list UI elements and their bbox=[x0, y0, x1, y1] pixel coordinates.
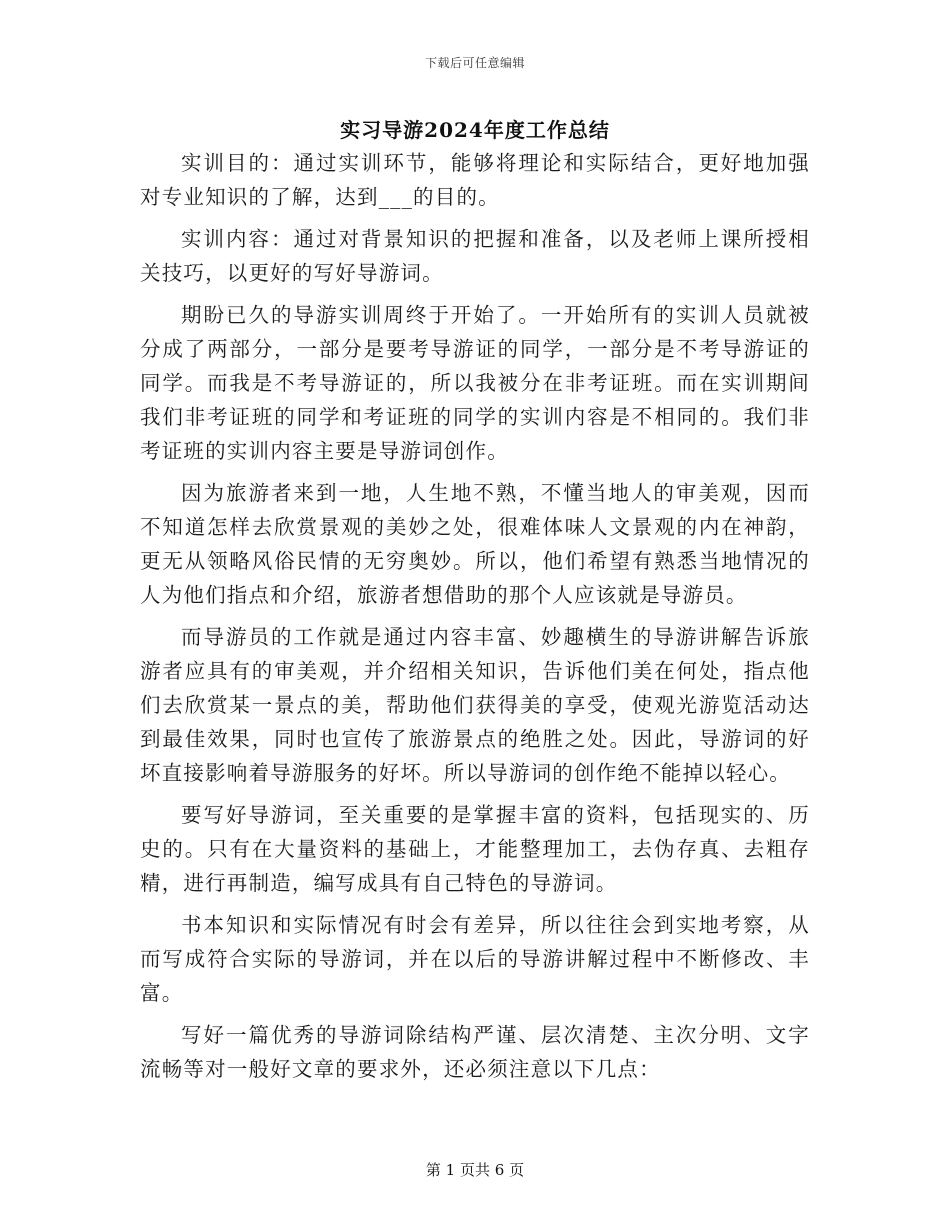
paragraph-guide-role: 而导游员的工作就是通过内容丰富、妙趣横生的导游讲解告诉旅游者应具有的审美观，并介绍相关知识，告诉他们美在何处，指点他们去欣赏某一景点的美，帮助他们获得美的享受，使观光游览活动达到最佳效果，同时也宣传了旅游景点的绝胜之处。因此，导游词的好坏直接影响着导游服务的好坏。所以导游词的创作绝不能掉以轻心。 bbox=[140, 625, 810, 785]
paragraph-training-week: 期盼已久的导游实训周终于开始了。一开始所有的实训人员就被分成了两部分，一部分是要考导游证的同学，一部分是不考导游证的同学。而我是不考导游证的，所以我被分在非考证班。而在实训期间我们非考证班的同学和考证班的同学的实训内容是不相同的。我们非考证班的实训内容主要是导游词创作。 bbox=[140, 303, 810, 463]
page-header-note: 下载后可任意编辑 bbox=[424, 56, 525, 70]
page-number: 第 1 页共 6 页 bbox=[425, 1161, 525, 1179]
paragraph-training-purpose: 实训目的：通过实训环节，能够将理论和实际结合，更好地加强对专业知识的了解，达到___的目的。 bbox=[140, 151, 810, 209]
paragraph-tourist-needs: 因为旅游者来到一地，人生地不熟，不懂当地人的审美观，因而不知道怎样去欣赏景观的美妙之处，很难体味人文景观的内在神韵，更无从领略风俗民情的无穷奥妙。所以，他们希望有熟悉当地情况的人为他们指点和介绍，旅游者想借助的那个人应该就是导游员。 bbox=[140, 481, 810, 607]
paragraph-writing-tips: 写好一篇优秀的导游词除结构严谨、层次清楚、主次分明、文字流畅等对一般好文章的要求外，还必须注意以下几点： bbox=[140, 1023, 810, 1081]
document-title: 实习导游2024年度工作总结 bbox=[340, 118, 610, 142]
document-body bbox=[140, 146, 810, 1094]
paragraph-field-research: 书本知识和实际情况有时会有差异，所以往往会到实地考察，从而写成符合实际的导游词，并在以后的导游讲解过程中不断修改、丰富。 bbox=[140, 913, 810, 1005]
paragraph-materials: 要写好导游词，至关重要的是掌握丰富的资料，包括现实的、历史的。只有在大量资料的基础上，才能整理加工，去伪存真、去粗存精，进行再制造，编写成具有自己特色的导游词。 bbox=[140, 803, 810, 895]
paragraph-training-content: 实训内容：通过对背景知识的把握和准备，以及老师上课所授相关技巧，以更好的写好导游词。 bbox=[140, 227, 810, 285]
